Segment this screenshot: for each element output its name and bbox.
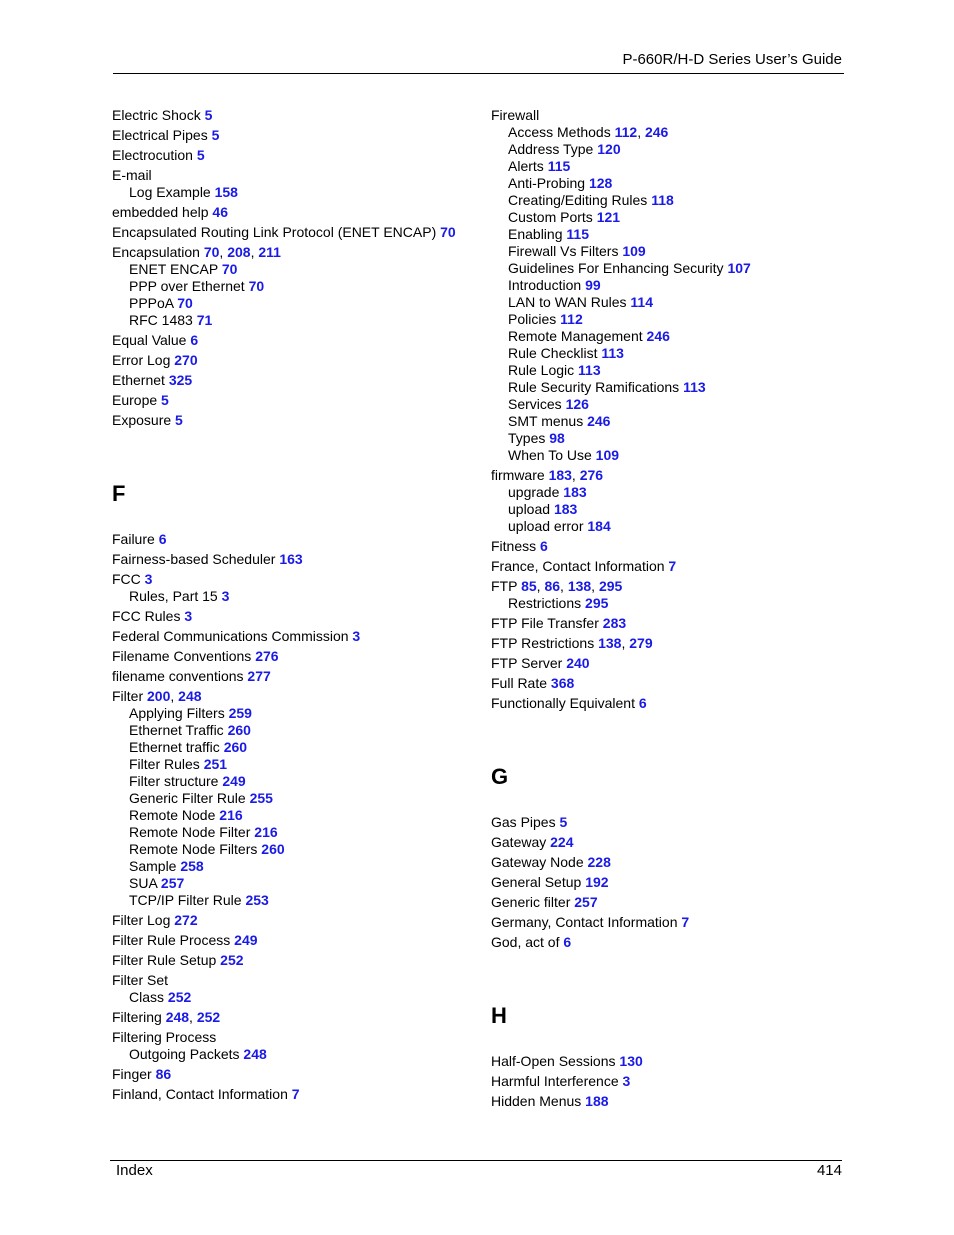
index-entry (112, 107, 482, 124)
page-link[interactable]: 249 (234, 932, 258, 948)
page-link[interactable]: 5 (204, 107, 213, 123)
index-term: Firewall Vs Filters (508, 243, 619, 259)
index-entry (112, 551, 482, 568)
page-link[interactable]: 216 (219, 807, 243, 823)
index-subentry (491, 345, 861, 362)
index-term: upgrade (508, 484, 560, 500)
page-link[interactable]: 138 (598, 635, 622, 651)
page-link[interactable]: 240 (566, 655, 590, 671)
index-entry (491, 107, 861, 124)
index-term: Access Methods (508, 124, 611, 140)
page-link[interactable]: 6 (190, 332, 199, 348)
index-term: Equal Value (112, 332, 187, 348)
page-link[interactable]: 257 (160, 875, 185, 891)
index-term: When To Use (508, 447, 592, 463)
section-letter: H (491, 1003, 507, 1028)
index-entry (491, 1093, 861, 1110)
page-link[interactable]: 109 (622, 243, 646, 259)
index-term: Germany, Contact Information (491, 914, 678, 930)
index-subentry (491, 260, 861, 277)
index-subentry (112, 184, 482, 201)
index-subentry (491, 158, 861, 175)
page-link[interactable]: 259 (228, 705, 252, 721)
index-term: Finland, Contact Information (112, 1086, 288, 1102)
page-link[interactable]: 7 (681, 914, 690, 930)
index-subentry (491, 328, 861, 345)
page-link[interactable]: 3 (184, 608, 193, 624)
page-link[interactable]: 216 (254, 824, 278, 840)
index-term: Filter Rule Process (112, 932, 231, 948)
index-column-right (491, 107, 861, 1110)
index-entry (112, 912, 482, 929)
index-term: Creating/Editing Rules (508, 192, 648, 208)
index-term: upload error (508, 518, 584, 534)
index-term: Gateway Node (491, 854, 584, 870)
page-link[interactable]: 5 (559, 814, 568, 830)
index-entry: FTP 85, 86, 138, 295 (491, 578, 623, 594)
index-subentry (491, 141, 861, 158)
index-subentry (112, 312, 482, 329)
index-term: Half-Open Sessions (491, 1053, 616, 1069)
page-link[interactable]: 246 (646, 328, 670, 344)
index-subentry (112, 756, 482, 773)
page-link[interactable]: 118 (651, 192, 674, 208)
index-subentry (112, 278, 482, 295)
page-link[interactable]: 277 (247, 668, 271, 684)
index-term: upload (508, 501, 551, 517)
page-link[interactable]: 246 (644, 124, 669, 140)
index-subentry (112, 875, 482, 892)
page-link[interactable]: 183 (563, 484, 587, 500)
page-link[interactable]: 283 (602, 615, 627, 631)
page-link[interactable]: 228 (587, 854, 611, 870)
page-link[interactable]: 3 (622, 1073, 631, 1089)
index-entry (112, 224, 482, 241)
index-term: Electrical Pipes (112, 127, 208, 143)
index-term: Filter structure (129, 773, 219, 789)
page-link[interactable]: 70 (221, 261, 238, 277)
index-term: PPP over Ethernet (129, 278, 245, 294)
index-term: Remote Node Filters (129, 841, 258, 857)
page-link[interactable]: 260 (261, 841, 285, 857)
index-term: Applying Filters (129, 705, 225, 721)
index-term: Fairness-based Scheduler (112, 551, 276, 567)
page-link[interactable]: 120 (597, 141, 621, 157)
index-subentry (112, 807, 482, 824)
page-link[interactable]: 6 (563, 934, 572, 950)
index-entry (112, 1066, 482, 1083)
index-entry (491, 615, 861, 632)
index-subentry: Access Methods 112, 246 (508, 124, 669, 140)
index-subentry (112, 722, 482, 739)
index-term: E-mail (112, 167, 152, 183)
index-subentry (491, 209, 861, 226)
index-term: Exposure (112, 412, 172, 428)
index-term: SMT menus (508, 413, 584, 429)
page-link[interactable]: 258 (180, 858, 204, 874)
index-term: Failure (112, 531, 155, 547)
page-link[interactable]: 5 (175, 412, 183, 428)
index-term: Europe (112, 392, 158, 408)
index-term: Policies (508, 311, 557, 327)
index-term: Finger (112, 1066, 152, 1082)
index-entry (112, 127, 482, 144)
index-term: Log Example (129, 184, 211, 200)
index-term: Filtering Process (112, 1029, 217, 1045)
index-term: Harmful Interference (491, 1073, 619, 1089)
index-entry (112, 167, 482, 184)
index-entry (112, 648, 482, 665)
page-link[interactable]: 126 (565, 396, 589, 412)
index-term: Functionally Equivalent (491, 695, 635, 711)
index-term: FTP File Transfer (491, 615, 599, 631)
index-entry (112, 571, 482, 588)
page-link[interactable]: 183 (553, 501, 578, 517)
page-link[interactable]: 260 (227, 722, 251, 738)
page-link[interactable]: 5 (211, 127, 220, 143)
index-entry (112, 412, 482, 429)
page-link[interactable]: 130 (619, 1053, 643, 1069)
index-subentry (112, 892, 482, 909)
index-term: Rules, Part 15 (129, 588, 218, 604)
index-term: Outgoing Packets (129, 1046, 240, 1062)
page-link[interactable]: 368 (550, 675, 575, 691)
page-link[interactable]: 6 (540, 538, 548, 554)
index-entry: Filtering 248, 252 (112, 1009, 221, 1025)
index-entry (491, 814, 861, 831)
index-entry (491, 675, 861, 692)
index-entry (112, 372, 482, 389)
index-term: PPPoA (129, 295, 174, 311)
index-subentry (112, 824, 482, 841)
index-subentry (112, 588, 482, 605)
index-subentry (112, 858, 482, 875)
index-entry (491, 538, 861, 555)
index-subentry (491, 595, 861, 612)
index-entry (112, 932, 482, 949)
index-term: Hidden Menus (491, 1093, 582, 1109)
page-link[interactable]: 112 (560, 311, 583, 327)
index-subentry (112, 295, 482, 312)
index-entry (112, 1029, 482, 1046)
page-link[interactable]: 86 (544, 578, 561, 594)
index-term: Address Type (508, 141, 594, 157)
index-term: Gateway (491, 834, 547, 850)
index-subentry (491, 413, 861, 430)
index-term: Encapsulated Routing Link Protocol (ENET ENCAP) (112, 224, 437, 240)
page-link[interactable]: 112 (614, 124, 638, 140)
page-link[interactable]: 3 (352, 628, 361, 644)
page-link[interactable]: 253 (245, 892, 269, 908)
index-term: Enabling (508, 226, 563, 242)
index-term: Filter (112, 688, 144, 704)
page-link[interactable]: 276 (255, 648, 279, 664)
index-term: Ethernet (112, 372, 165, 388)
index-term: Error Log (112, 352, 171, 368)
page-link[interactable]: 249 (222, 773, 246, 789)
index-term: Generic filter (491, 894, 571, 910)
index-term: Gas Pipes (491, 814, 556, 830)
index-term: FCC (112, 571, 141, 587)
page-link[interactable]: 86 (155, 1066, 172, 1082)
index-entry (112, 972, 482, 989)
page-link[interactable]: 138 (567, 578, 592, 594)
page-link[interactable]: 70 (203, 244, 220, 260)
index-subentry (112, 1046, 482, 1063)
index-term: Firewall (491, 107, 540, 123)
index-column-left (112, 107, 482, 1103)
header-rule (113, 73, 844, 74)
page-link[interactable]: 183 (548, 467, 572, 483)
index-entry (112, 147, 482, 164)
index-entry (491, 914, 861, 931)
page-link[interactable]: 3 (144, 571, 153, 587)
page-link[interactable]: 200 (147, 688, 171, 704)
page-link[interactable]: 184 (587, 518, 611, 534)
page-link[interactable]: 252 (220, 952, 244, 968)
index-subentry (491, 311, 861, 328)
index-term: ENET ENCAP (129, 261, 218, 277)
index-subentry (112, 705, 482, 722)
index-subentry (491, 192, 861, 209)
index-term: Custom Ports (508, 209, 593, 225)
page-link[interactable]: 255 (249, 790, 273, 806)
page-link[interactable]: 257 (574, 894, 598, 910)
index-term: Federal Communications Commission (112, 628, 349, 644)
page-link[interactable]: 295 (585, 595, 609, 611)
index-term: Filter Rules (129, 756, 200, 772)
index-term: FTP (491, 578, 518, 594)
index-entry (491, 834, 861, 851)
page-link[interactable]: 6 (638, 695, 647, 711)
page-link[interactable]: 107 (727, 260, 751, 276)
page-link[interactable]: 5 (161, 392, 169, 408)
index-term: Filter Log (112, 912, 171, 928)
index-subentry (491, 501, 861, 518)
index-entry (491, 1073, 861, 1090)
index-term: Filter Rule Setup (112, 952, 217, 968)
page-link[interactable]: 248 (243, 1046, 267, 1062)
index-subentry (491, 484, 861, 501)
page-link[interactable]: 276 (579, 467, 604, 483)
page-link[interactable]: 114 (630, 294, 653, 310)
index-term: Rule Checklist (508, 345, 598, 361)
page-link[interactable]: 260 (223, 739, 248, 755)
page-link[interactable]: 325 (168, 372, 193, 388)
index-subentry (112, 989, 482, 1006)
index-term: Ethernet traffic (129, 739, 220, 755)
index-term: Sample (129, 858, 177, 874)
index-entry (112, 608, 482, 625)
index-term: FTP Restrictions (491, 635, 595, 651)
page-link[interactable]: 295 (598, 578, 623, 594)
index-subentry (491, 243, 861, 260)
index-entry: Encapsulation 70, 208, 211 (112, 244, 281, 260)
index-entry: firmware 183, 276 (491, 467, 604, 483)
page-link[interactable]: 99 (585, 277, 601, 293)
footer-rule (110, 1160, 842, 1161)
page-link[interactable]: 246 (587, 413, 611, 429)
index-subentry (491, 379, 861, 396)
page-link[interactable]: 208 (227, 244, 251, 260)
page-link[interactable]: 252 (167, 989, 192, 1005)
page-link[interactable]: 128 (588, 175, 613, 191)
index-term: Remote Node Filter (129, 824, 251, 840)
page-link[interactable]: 71 (196, 312, 213, 328)
page-link[interactable]: 248 (178, 688, 202, 704)
index-term: Filtering (112, 1009, 162, 1025)
index-term: Introduction (508, 277, 582, 293)
index-entry (112, 392, 482, 409)
page-link[interactable]: 252 (196, 1009, 221, 1025)
index-term: FCC Rules (112, 608, 181, 624)
index-term: Fitness (491, 538, 537, 554)
index-entry (112, 352, 482, 369)
index-subentry (491, 396, 861, 413)
footer-section-label: Index (116, 1162, 153, 1179)
index-term: Remote Management (508, 328, 643, 344)
index-subentry (491, 518, 861, 535)
page-link[interactable]: 113 (578, 362, 601, 378)
index-term: France, Contact Information (491, 558, 665, 574)
index-term: filename conventions (112, 668, 244, 684)
index-term: TCP/IP Filter Rule (129, 892, 242, 908)
index-term: Encapsulation (112, 244, 200, 260)
index-entry (112, 332, 482, 349)
index-subentry (491, 447, 861, 464)
index-entry (491, 655, 861, 672)
index-term: Rule Security Ramifications (508, 379, 680, 395)
page-link[interactable]: 70 (177, 295, 193, 311)
index-entry (112, 952, 482, 969)
index-entry (491, 854, 861, 871)
index-term: Anti-Probing (508, 175, 586, 191)
page-link[interactable]: 98 (549, 430, 565, 446)
page-link[interactable]: 224 (550, 834, 574, 850)
index-term: Remote Node (129, 807, 216, 823)
index-subentry (112, 773, 482, 790)
index-subentry (491, 430, 861, 447)
index-entry (491, 874, 861, 891)
section-letter: G (491, 764, 509, 789)
page-link[interactable]: 109 (595, 447, 620, 463)
page-link[interactable]: 251 (203, 756, 228, 772)
page-link[interactable]: 270 (174, 352, 198, 368)
index-subentry (112, 739, 482, 756)
index-term: Alerts (508, 158, 544, 174)
index-entry (112, 531, 482, 548)
index-term: Ethernet Traffic (129, 722, 224, 738)
page-link[interactable]: 121 (596, 209, 621, 225)
index-term: Types (508, 430, 546, 446)
index-term: Generic Filter Rule (129, 790, 246, 806)
running-header-title: P-660R/H-D Series User’s Guide (622, 51, 842, 68)
index-term: Electric Shock (112, 107, 201, 123)
index-subentry (491, 226, 861, 243)
index-entry (491, 894, 861, 911)
index-term: embedded help (112, 204, 209, 220)
index-term: Rule Logic (508, 362, 575, 378)
page-link[interactable]: 163 (279, 551, 303, 567)
section-letter: F (112, 481, 126, 506)
page-link[interactable]: 5 (196, 147, 205, 163)
page-link[interactable]: 7 (291, 1086, 300, 1102)
index-subentry (491, 294, 861, 311)
index-entry (491, 934, 861, 951)
page-link[interactable]: 115 (547, 158, 571, 174)
index-term: firmware (491, 467, 545, 483)
page-link[interactable]: 85 (521, 578, 537, 594)
index-subentry (491, 277, 861, 294)
index-term: SUA (129, 875, 158, 891)
index-entry (112, 1086, 482, 1103)
index-term: FTP Server (491, 655, 563, 671)
index-term: Services (508, 396, 562, 412)
index-term: Full Rate (491, 675, 548, 691)
page-link[interactable]: 6 (158, 531, 167, 547)
index-entry: Filter 200, 248 (112, 688, 202, 704)
index-term: Guidelines For Enhancing Security (508, 260, 724, 276)
page-link[interactable]: 46 (212, 204, 228, 220)
index-entry: FTP Restrictions 138, 279 (491, 635, 653, 651)
index-entry (491, 558, 861, 575)
page-link[interactable]: 272 (174, 912, 198, 928)
index-term: God, act of (491, 934, 560, 950)
index-term: Class (129, 989, 165, 1005)
page-link[interactable]: 7 (668, 558, 677, 574)
page-link[interactable]: 248 (165, 1009, 190, 1025)
index-entry (112, 668, 482, 685)
index-subentry (112, 841, 482, 858)
index-term: General Setup (491, 874, 582, 890)
page-link[interactable]: 70 (248, 278, 265, 294)
page-link[interactable]: 211 (258, 244, 281, 260)
page-link[interactable]: 279 (629, 635, 653, 651)
footer-page-number: 414 (816, 1162, 842, 1179)
index-term: Electrocution (112, 147, 193, 163)
index-term: Filename Conventions (112, 648, 252, 664)
index-term: Restrictions (508, 595, 582, 611)
index-subentry (112, 790, 482, 807)
page-link[interactable]: 188 (585, 1093, 609, 1109)
index-term: Filter Set (112, 972, 169, 988)
index-entry (491, 695, 861, 712)
page-link[interactable]: 192 (585, 874, 609, 890)
index-term: RFC 1483 (129, 312, 193, 328)
page-link[interactable]: 115 (566, 226, 589, 242)
page-link[interactable]: 158 (214, 184, 238, 200)
index-term: LAN to WAN Rules (508, 294, 627, 310)
index-entry (491, 1053, 861, 1070)
index-entry (112, 628, 482, 645)
page-link[interactable]: 113 (601, 345, 624, 361)
index-subentry (112, 261, 482, 278)
page-link[interactable]: 3 (221, 588, 230, 604)
index-subentry (491, 362, 861, 379)
index-entry (112, 204, 482, 221)
page-link[interactable]: 113 (683, 379, 706, 395)
page-link[interactable]: 70 (440, 224, 456, 240)
index-subentry (491, 175, 861, 192)
